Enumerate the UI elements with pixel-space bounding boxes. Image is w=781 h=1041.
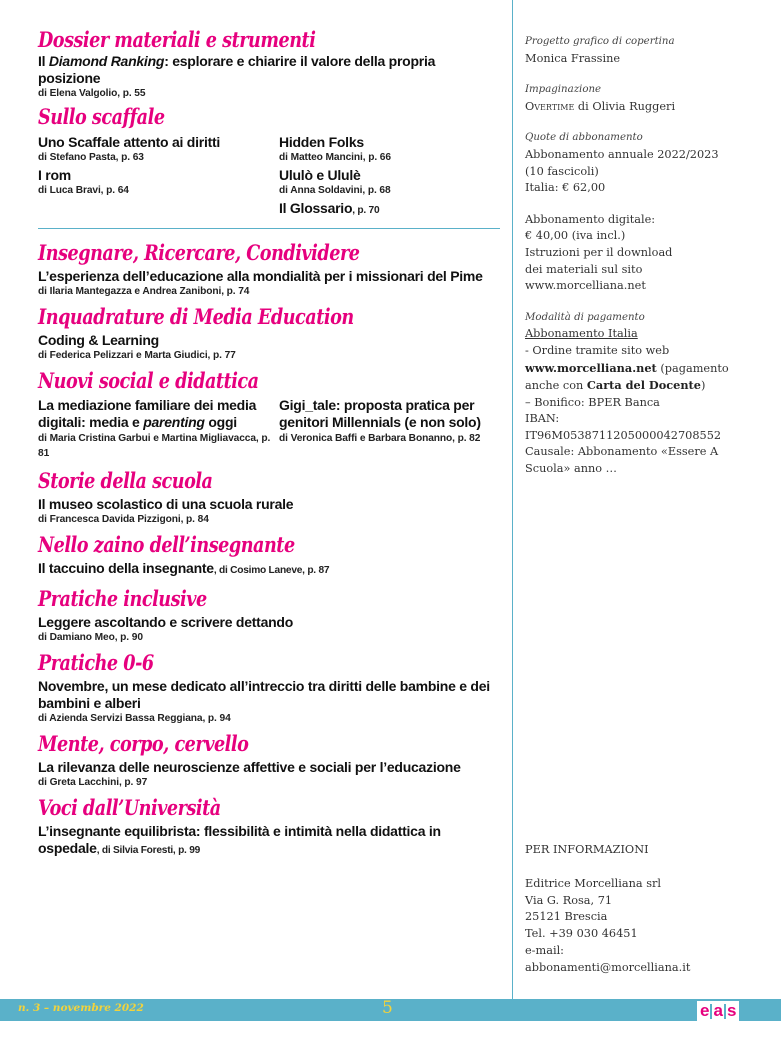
section-pratiche-06 xyxy=(38,651,500,726)
article-entry[interactable] xyxy=(38,167,273,198)
article-title: L’esperienza dell’educazione alla mondialità per i missionari del Pime xyxy=(38,268,483,284)
digital-line: dei materiali sul sito xyxy=(525,262,643,276)
iban-label: IBAN: xyxy=(525,412,560,426)
article-title: Il Diamond Ranking: esplorare e chiarire il valore della propria posizione xyxy=(38,53,436,86)
digital-line: Istruzioni per il download xyxy=(525,245,673,259)
subscription-line: Abbonamento annuale 2022/2023 xyxy=(525,147,719,161)
section-social xyxy=(38,369,500,463)
article-entry[interactable] xyxy=(38,53,500,101)
article-title: Uno Scaffale attento ai diritti xyxy=(38,134,221,150)
section-title: Sullo scaffale xyxy=(38,105,165,130)
publisher-email[interactable]: abbonamenti@morcelliana.it xyxy=(525,960,691,974)
article-byline: di Ilaria Mantegazza e Andrea Zaniboni, p. 74 xyxy=(38,286,250,297)
article-byline: di Stefano Pasta, p. 63 xyxy=(38,152,144,163)
article-entry[interactable] xyxy=(38,332,500,363)
logo-letter: e xyxy=(700,1001,710,1020)
logo-letter: a xyxy=(713,1001,723,1020)
eas-logo xyxy=(697,1001,739,1021)
email-label: e-mail: xyxy=(525,943,564,957)
payment-transfer: – Bonifico: BPER Banca xyxy=(525,395,660,409)
section-title: Pratiche 0-6 xyxy=(38,651,154,676)
article-entry[interactable] xyxy=(279,397,500,446)
article-byline: di Matteo Mancini, p. 66 xyxy=(279,152,391,163)
page-number: 5 xyxy=(382,998,393,1018)
article-entry[interactable] xyxy=(279,200,500,219)
subscription-price: Italia: € 62,00 xyxy=(525,181,606,195)
article-byline: di Maria Cristina Garbui e Martina Migliavacca, p. 81 xyxy=(38,433,271,459)
article-title: Il Glossario, p. 70 xyxy=(279,200,380,216)
section-title: Insegnare, Ricercare, Condividere xyxy=(38,241,360,266)
section-title: Voci dall’Università xyxy=(38,796,221,821)
article-entry[interactable] xyxy=(279,134,500,165)
article-title: La rilevanza delle neuroscienze affettive e sociali per l’educazione xyxy=(38,759,461,775)
section-inclusive xyxy=(38,587,500,645)
layout-block xyxy=(525,82,781,115)
layout-label: Impaginazione xyxy=(525,84,602,96)
article-entry[interactable] xyxy=(279,167,500,198)
article-byline: di Francesca Davida Pizzigoni, p. 84 xyxy=(38,514,209,525)
article-page: , p. 70 xyxy=(352,205,380,216)
section-divider xyxy=(38,228,500,229)
cover-design-name: Monica Frassine xyxy=(525,51,621,65)
section-scaffale xyxy=(38,105,500,221)
colophon-sidebar xyxy=(512,0,781,999)
article-entry[interactable] xyxy=(38,678,500,726)
payment-italy: Abbonamento Italia xyxy=(525,327,638,341)
article-byline: di Greta Lacchini, p. 97 xyxy=(38,777,148,788)
article-byline: di Anna Soldavini, p. 68 xyxy=(279,185,391,196)
publisher-phone: Tel. +39 030 46451 xyxy=(525,927,638,941)
digital-website[interactable]: www.morcelliana.net xyxy=(525,279,646,293)
article-byline: di Azienda Servizi Bassa Reggiana, p. 94 xyxy=(38,713,231,724)
page-footer xyxy=(0,999,781,1021)
payment-site-line: www.morcelliana.net (pagamento anche con Carta del Docente) xyxy=(525,360,729,393)
section-title: Storie della scuola xyxy=(38,469,213,494)
section-title: Dossier materiali e strumenti xyxy=(38,28,316,53)
article-title: Gigi_tale: proposta pratica per genitori Millennials (e non solo) xyxy=(279,397,481,430)
subscription-line: (10 fascicoli) xyxy=(525,164,599,178)
article-entry[interactable] xyxy=(38,397,273,461)
digital-block xyxy=(525,212,781,295)
section-mente xyxy=(38,732,500,790)
article-byline: , di Silvia Foresti, p. 99 xyxy=(96,845,201,856)
article-title: I rom xyxy=(38,167,71,183)
section-universita xyxy=(38,796,500,859)
article-byline: di Luca Bravi, p. 64 xyxy=(38,185,129,196)
article-entry[interactable] xyxy=(38,614,500,645)
payment-reason: Causale: Abbonamento «Essere A Scuola» anno … xyxy=(525,445,719,476)
info-block xyxy=(525,842,690,977)
section-title: Mente, corpo, cervello xyxy=(38,732,249,757)
article-byline: di Damiano Meo, p. 90 xyxy=(38,632,143,643)
section-title: Inquadrature di Media Education xyxy=(38,305,354,330)
article-byline: , di Cosimo Laneve, p. 87 xyxy=(213,565,330,576)
section-title: Pratiche inclusive xyxy=(38,587,207,612)
logo-separator xyxy=(710,1004,712,1019)
payment-order-line: - Ordine tramite sito web xyxy=(525,343,670,357)
iban-value: IT96M0538711205000042708552 xyxy=(525,428,722,442)
section-storie xyxy=(38,469,500,527)
section-insegnare xyxy=(38,241,500,299)
section-media-education xyxy=(38,305,500,363)
cover-design-block xyxy=(525,34,781,67)
article-entry[interactable] xyxy=(38,496,500,527)
article-title: Ululò e Ululè xyxy=(279,167,361,183)
article-title: L’insegnante equilibrista: flessibilità e intimità nella didattica in ospedale, di Silvia Foresti, p. 99 xyxy=(38,823,441,856)
article-title: Il museo scolastico di una scuola rurale xyxy=(38,496,294,512)
article-title: Novembre, un mese dedicato all’intreccio tra diritti delle bambine e dei bambini e alberi xyxy=(38,678,490,711)
section-title: Nuovi social e didattica xyxy=(38,369,259,394)
layout-credit: Overtime di Olivia Ruggeri xyxy=(525,99,676,113)
subscription-block xyxy=(525,130,781,196)
info-title: PER INFORMAZIONI xyxy=(525,843,649,856)
publisher-address: Via G. Rosa, 71 xyxy=(525,893,613,907)
article-entry[interactable] xyxy=(38,560,500,579)
subscription-label: Quote di abbonamento xyxy=(525,132,643,144)
section-title: Nello zaino dell’insegnante xyxy=(38,533,295,558)
logo-separator xyxy=(724,1004,726,1019)
payment-label: Modalità di pagamento xyxy=(525,311,645,323)
article-title: Il taccuino della insegnante, di Cosimo Laneve, p. 87 xyxy=(38,560,330,576)
logo-letter: s xyxy=(726,1001,737,1020)
payment-website-link[interactable]: www.morcelliana.net xyxy=(525,360,657,375)
article-title: La mediazione familiare dei media digitali: media e parenting oggi xyxy=(38,397,257,430)
article-title: Coding & Learning xyxy=(38,332,159,348)
article-byline: di Elena Valgolio, p. 55 xyxy=(38,88,146,99)
section-zaino xyxy=(38,533,500,579)
digital-line: Abbonamento digitale: xyxy=(525,212,656,226)
article-entry[interactable] xyxy=(38,134,273,165)
article-byline: di Veronica Baffi e Barbara Bonanno, p. 82 xyxy=(279,433,481,444)
section-dossier xyxy=(38,28,500,101)
publisher-name: Editrice Morcelliana srl xyxy=(525,876,662,890)
article-byline: di Federica Pelizzari e Marta Giudici, p. 77 xyxy=(38,350,236,361)
article-entry[interactable] xyxy=(38,823,500,859)
cover-design-label: Progetto grafico di copertina xyxy=(525,36,675,47)
article-title: Hidden Folks xyxy=(279,134,364,150)
digital-price: € 40,00 (iva incl.) xyxy=(525,229,626,243)
article-title: Leggere ascoltando e scrivere dettando xyxy=(38,614,294,630)
payment-block xyxy=(525,310,743,478)
article-entry[interactable] xyxy=(38,268,500,299)
article-entry[interactable] xyxy=(38,759,500,790)
table-of-contents xyxy=(38,28,500,861)
issue-label: n. 3 – novembre 2022 xyxy=(18,1002,144,1014)
publisher-city: 25121 Brescia xyxy=(525,910,608,924)
